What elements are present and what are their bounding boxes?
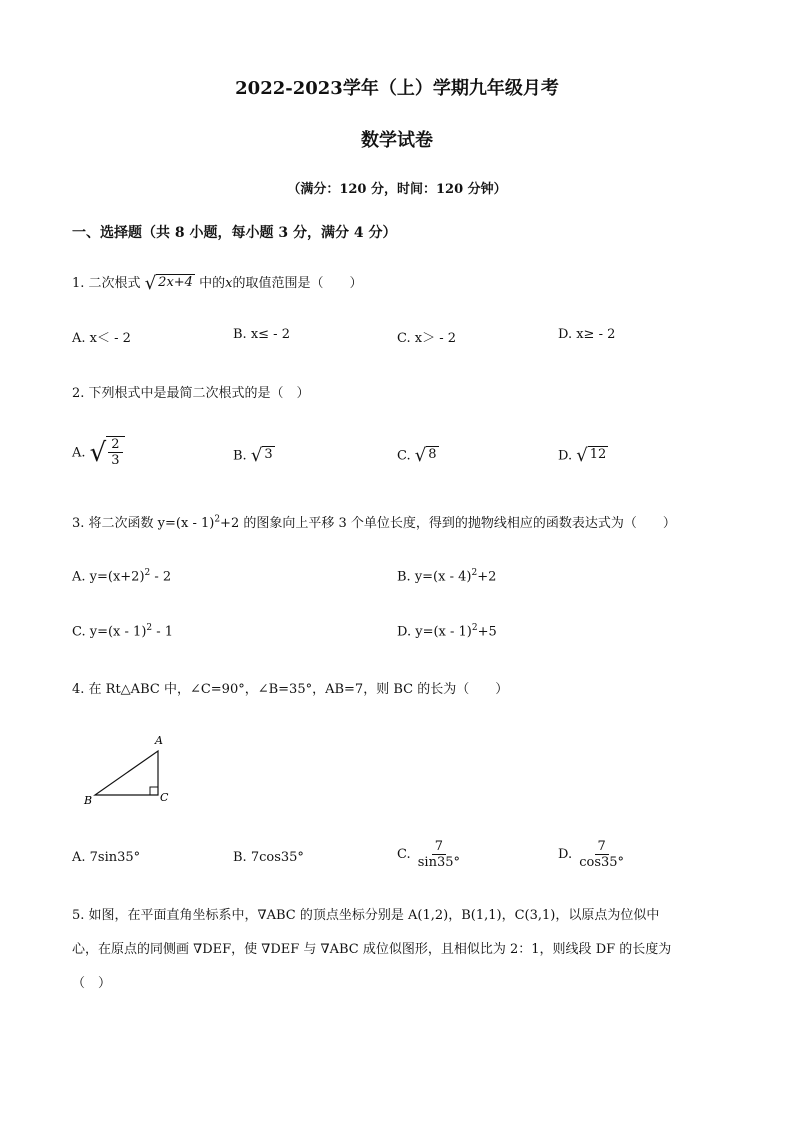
q3-option-d [397,623,497,639]
q1-var: x [225,276,233,291]
q3-text-a: 3. 将二次函数 y=(x - 1) [72,516,215,531]
question-5-line-2: 心，在原点的同侧画 ∇DEF，使 ∇DEF 与 ∇ABC 成位似图形，且相似比为 2：1，则线段 DF 的长度为 [72,942,672,957]
q2-radicand-c: 8 [426,446,438,466]
q3-sup: 2 [214,514,221,525]
q3-opt-a-text: A. y=(x+2) [72,569,145,585]
q3-opt-c-text: C. y=(x - 1) [72,624,147,640]
q1-radical [145,274,195,294]
q2-option-d [558,446,608,466]
exam-subject: 数学试卷 [361,130,433,151]
q2-option-a [72,436,125,470]
sqrt-icon: √ [89,438,107,468]
q1-option-a: A. x＜ - 2 [72,331,131,346]
q1-option-b: B. x≤ - 2 [233,327,290,342]
q2-option-b [233,446,275,466]
q4-option-d [558,839,627,870]
section-heading: 一、选择题（共 8 小题，每小题 3 分，满分 4 分） [72,225,397,241]
q3-opt-d-tail: +5 [477,624,497,640]
q3-opt-b-tail: +2 [477,569,497,585]
q1-prefix: 1. 二次根式 [72,276,141,291]
q4-label-d: D. [558,847,573,862]
q2-radicand-b: 3 [262,446,274,466]
q4-d-num: 7 [595,839,609,855]
q2-option-c [397,446,439,466]
question-5-line-1: 5. 如图，在平面直角坐标系中，∇ABC 的顶点坐标分别是 A(1,2)，B(1,1)，C(3,1)，以原点为位似中 [72,908,660,923]
q4-d-den: cos35° [579,855,625,870]
q3-opt-d-sup: 2 [471,623,478,633]
q2-frac-den: 3 [111,453,120,468]
q3-text-b: +2 的图象向上平移 3 个单位长度，得到的抛物线相应的函数表达式为（ ） [220,516,676,531]
question-4: 4. 在 Rt△ABC 中，∠C=90°，∠B=35°，AB=7，则 BC 的长为（ ） [72,682,509,697]
q2-label-a: A. [72,445,86,461]
exam-info: （满分：120 分，时间：120 分钟） [287,182,507,197]
q4-c-num: 7 [432,839,446,855]
q4-option-a: A. 7sin35° [72,850,141,865]
q2-radical-a [90,436,125,470]
question-3 [72,512,676,531]
q3-option-a [72,568,171,584]
q3-opt-a-tail: - 2 [150,569,172,585]
q1-suffix-a: 中的 [199,276,226,291]
vertex-label-c: C [160,791,169,804]
right-angle-mark [150,787,158,795]
q3-option-b [397,568,496,584]
q1-option-c: C. x＞ - 2 [397,331,457,346]
q3-opt-a-sup: 2 [144,568,151,578]
triangle-figure [80,728,190,813]
q1-radicand: 2x+4 [156,274,195,294]
q3-option-c [72,623,173,639]
q4-label-c: C. [397,847,411,862]
q2-frac-num: 2 [108,437,122,453]
question-2: 2. 下列根式中是最简二次根式的是（ ） [72,386,310,401]
q3-opt-c-tail: - 1 [152,624,174,640]
q3-opt-b-text: B. y=(x - 4) [397,569,472,585]
q4-option-b: B. 7cos35° [233,850,304,865]
q4-c-den: sin35° [417,855,461,870]
q2-label-c: C. [397,448,411,464]
question-5-line-3: （ ） [72,976,112,991]
q2-radicand-d: 12 [588,446,609,466]
vertex-label-a: A [155,734,163,747]
question-1 [72,272,362,294]
q4-option-c [397,839,463,870]
q1-option-d: D. x≥ - 2 [558,327,616,342]
sqrt-icon: √ [250,445,263,466]
triangle-abc [95,751,158,795]
q2-label-b: B. [233,448,247,464]
sqrt-icon: √ [576,445,588,466]
exam-title: 2022-2023学年（上）学期九年级月考 [235,78,559,99]
vertex-label-b: B [84,794,93,807]
q3-opt-b-sup: 2 [471,568,478,578]
q1-suffix-b: 的取值范围是（ ） [232,276,363,291]
sqrt-icon: √ [144,272,157,294]
q3-opt-d-text: D. y=(x - 1) [397,624,472,640]
q2-label-d: D. [558,448,573,464]
sqrt-icon: √ [414,445,427,466]
q3-opt-c-sup: 2 [146,623,153,633]
